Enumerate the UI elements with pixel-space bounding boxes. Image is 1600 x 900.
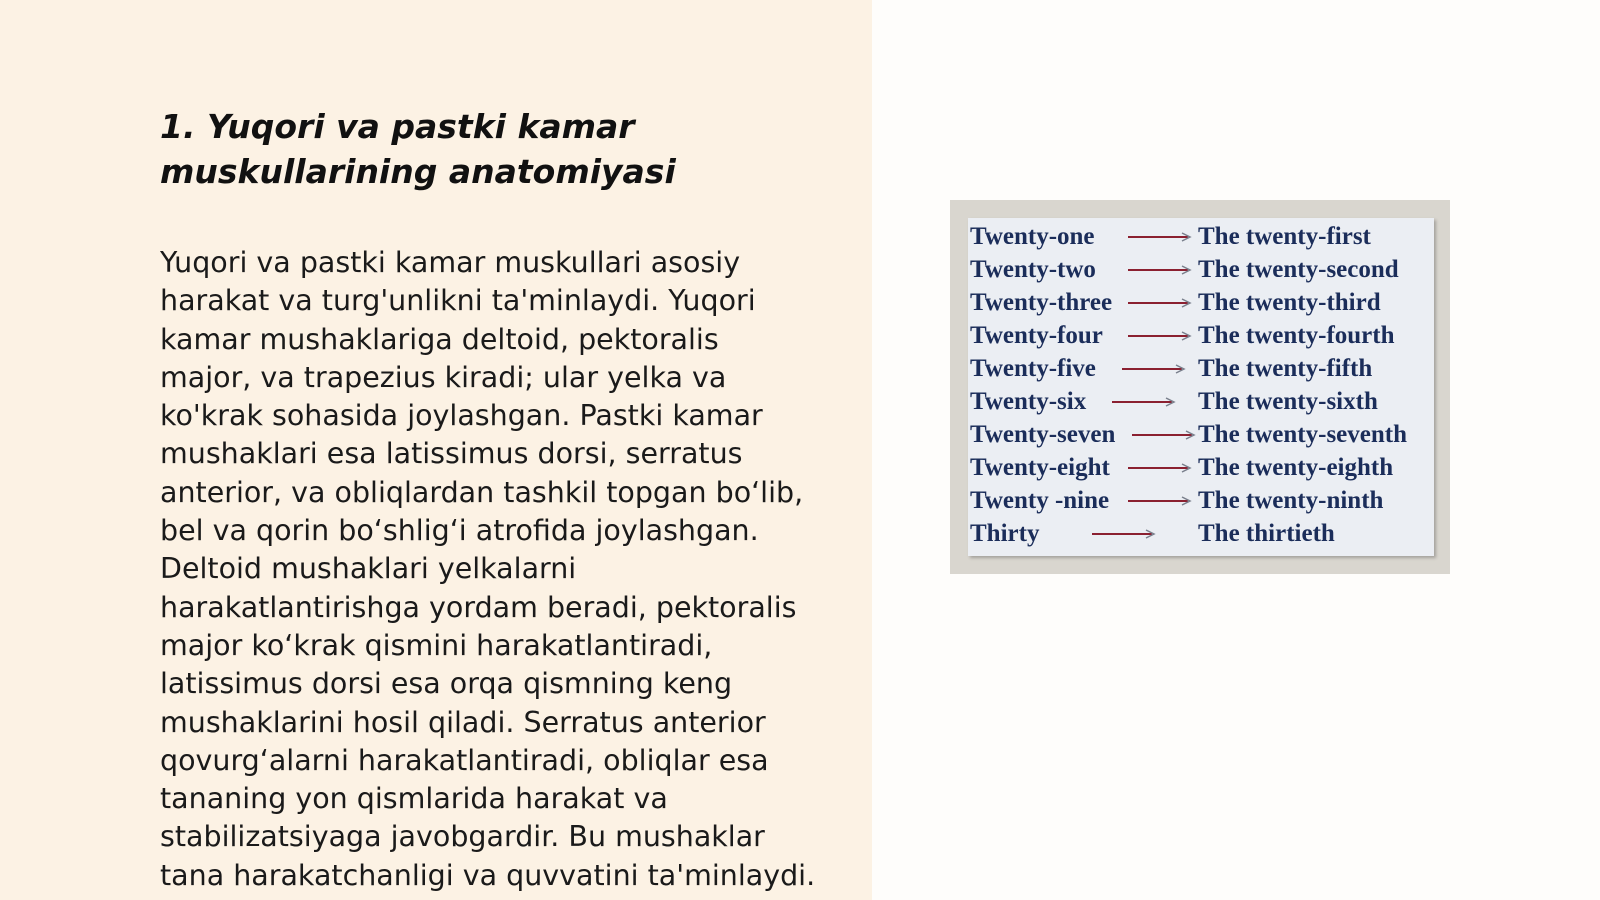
number-row xyxy=(968,286,1434,319)
number-row xyxy=(968,319,1434,352)
body-line: major, va trapezius kiradi; ular yelka va xyxy=(160,360,727,394)
ordinal-number: The twenty-ninth xyxy=(1198,487,1384,514)
ordinal-number: The twenty-second xyxy=(1198,256,1399,283)
ordinal-number: The twenty-seventh xyxy=(1198,421,1408,448)
cardinal-number: Twenty-six xyxy=(970,388,1087,415)
ordinal-number: The twenty-eighth xyxy=(1198,454,1394,481)
arrow-right-icon xyxy=(1128,461,1192,475)
body-line: harakat va turg'unlikni ta'minlaydi. Yuqori xyxy=(160,284,756,318)
body-line: tananing yon qismlarida harakat va xyxy=(160,782,668,816)
arrow-right-icon xyxy=(1128,494,1192,508)
body-line: ko'krak sohasida joylashgan. Pastki kamar xyxy=(160,399,763,433)
body-line: anterior, va obliqlardan tashkil topgan bo‘lib, xyxy=(160,475,804,509)
body-line: Deltoid mushaklari yelkalarni xyxy=(160,552,577,586)
arrow-right-icon xyxy=(1132,428,1196,442)
arrow-right-icon xyxy=(1092,527,1156,541)
ordinal-number: The twenty-fourth xyxy=(1198,322,1395,349)
number-row xyxy=(968,451,1434,484)
body-line: tana harakatchanligi va quvvatini ta'minlaydi. xyxy=(160,858,816,892)
ordinal-numbers-figure xyxy=(950,200,1450,574)
number-row xyxy=(968,352,1434,385)
arrow-right-icon xyxy=(1128,230,1192,244)
body-line: kamar mushaklariga deltoid, pektoralis xyxy=(160,322,719,356)
ordinal-number: The twenty-fifth xyxy=(1198,355,1373,382)
cardinal-number: Twenty -nine xyxy=(970,487,1110,514)
body-line: mushaklari esa latissimus dorsi, serratus xyxy=(160,437,743,471)
arrow-right-icon xyxy=(1128,263,1192,277)
body-line: qovurg‘alarni harakatlantiradi, obliqlar esa xyxy=(160,743,769,777)
number-row xyxy=(968,385,1434,418)
arrow-right-icon xyxy=(1112,395,1176,409)
number-row xyxy=(968,253,1434,286)
cardinal-number: Twenty-eight xyxy=(970,454,1110,481)
cardinal-number: Twenty-two xyxy=(970,256,1096,283)
ordinal-number: The thirtieth xyxy=(1198,520,1335,547)
body-line: bel va qorin bo‘shlig‘i atrofida joylashgan. xyxy=(160,514,759,548)
cardinal-number: Twenty-one xyxy=(970,223,1095,250)
cardinal-number: Twenty-three xyxy=(970,289,1113,316)
number-row xyxy=(968,220,1434,253)
body-line: major ko‘krak qismini harakatlantiradi, xyxy=(160,628,713,662)
cardinal-number: Thirty xyxy=(970,520,1040,547)
arrow-right-icon xyxy=(1128,296,1192,310)
cardinal-number: Twenty-four xyxy=(970,322,1103,349)
ordinal-number: The twenty-third xyxy=(1198,289,1381,316)
ordinal-number: The twenty-first xyxy=(1198,223,1371,250)
body-line: latissimus dorsi esa orqa qismning keng xyxy=(160,667,733,701)
arrow-right-icon xyxy=(1128,329,1192,343)
body-paragraph xyxy=(160,244,850,895)
ordinal-numbers-table xyxy=(968,218,1434,556)
ordinal-number: The twenty-sixth xyxy=(1198,388,1378,415)
slide-title: 1. Yuqori va pastki kamar muskullarining anatomiyasi xyxy=(160,107,676,191)
body-line: stabilizatsiyaga javobgardir. Bu mushaklar xyxy=(160,820,765,854)
cardinal-number: Twenty-seven xyxy=(970,421,1116,448)
body-line: harakatlantirishga yordam beradi, pektoralis xyxy=(160,590,797,624)
body-line: Yuqori va pastki kamar muskullari asosiy xyxy=(160,246,741,279)
number-row xyxy=(968,517,1434,550)
number-row xyxy=(968,484,1434,517)
number-row xyxy=(968,418,1434,451)
body-line: mushaklarini hosil qiladi. Serratus anterior xyxy=(160,705,766,739)
arrow-right-icon xyxy=(1122,362,1186,376)
cardinal-number: Twenty-five xyxy=(970,355,1096,382)
